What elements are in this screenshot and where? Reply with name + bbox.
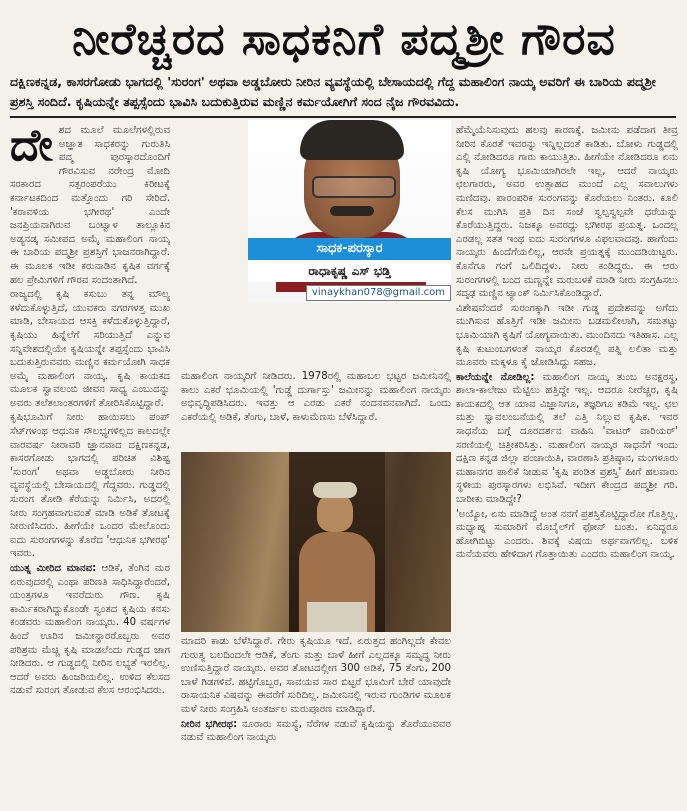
farmer-cap — [313, 482, 357, 498]
column-3 — [456, 124, 678, 807]
divider — [10, 116, 676, 118]
portrait-hair — [300, 120, 404, 160]
author-email: vinaykhan078@gmail.com — [248, 283, 451, 303]
column-2-bottom — [181, 635, 451, 807]
paragraph: 'ಅಯ್ಯೋ, ಏನು ಮಾಡಿದ್ದೆ ಅಂತ ನನಗೆ ಪ್ರಶಸ್ತಿಕೊಟ್ಟಿದ್ದಾರೋ ಗೊತ್ತಿಲ್ಲ. ಮಧ್ಯಾಹ್ನ ಸುಮಾರಿಗೆ ಮೊಬೈಲ್‌ಗೆ ಫೋನ್ ಬಂತು. ಏನಿದ್ದರೂ ಹೋಗಿಬಿಟ್ಟು ಎಂದರು. ಶಿವಕ್ಕೆ ವಿಷಯ ಅರ್ಥವಾಗಲಿಲ್ಲ. ಬಳಿಕ ಮನೆಯವರು ಹೇಳಿದಾಗ ಗೊತ್ತಾಯಿತು ಎಂದರು ಮಹಾಲಿಂಗ ನಾಯ್ಕ. — [456, 508, 678, 561]
paragraph: ಶದ ಮೂಲೆ ಮೂಲೆಗಳಲ್ಲಿರುವ ಅಜ್ಞಾತ ಸಾಧಕರನ್ನು ಗುರುತಿಸಿ ಪದ್ಮ ಪುರಸ್ಕಾರದೊಂದಿಗೆ ಗೌರವಿಸುವ ನರೇಂದ್ರ ಮೋದಿ ಸರಕಾರದ ಸತ್ಪರಂಪರೆಯು ಕಿರೀಟಕ್ಕೆ ಕರ್ನಾಟಕದಿಂದ ಮತ್ತೊಂದು ಗರಿ ಸೇರಿದೆ. 'ಕರಾವಳಿಯ ಭಗೀರಥ' ಎಂದೇ ಜನಪ್ರಿಯನಾಗಿರುವ ಬಂಟ್ವಾಳ ತಾಲ್ಲೂಕಿನ ಅಡ್ಯನಡ್ಕ ಸಮೀಪದ ಅಮೈ ಮಹಾಲಿಂಗ ನಾಯ್ಕ ಈ ಬಾರಿಯ ಪದ್ಮಶ್ರೀ ಪ್ರಶಸ್ತಿಗೆ ಭಾಜನರಾಗಿದ್ದಾರೆ. ಈ ಮೂಲಕ ಇಡೀ ಕರುನಾಡಿನ ಕೃಷಿಕ ವರ್ಗಕ್ಕೆ ಹಲ ಪ್ರೇಮಿಗಳಿಗೆ ಗೌರವ ಸಂದಂತಾಗಿದೆ. — [10, 125, 170, 286]
paragraph: ಹೆಮ್ಮೆಯೆನಿಸುವುದು ಹಲವು ಕಾರಣಕ್ಕೆ. ಜಮೀನು ಪಡೆದಾಗ ತೀವ್ರ ನೀರಿನ ಕೊರತೆ ಇವರನ್ನು ಇನ್ನಿಲ್ಲದಂತೆ ಕಾಡಿತು. ಬೋಳು ಗುಡ್ಡದಲ್ಲಿ ಎಲ್ಲಿ ನೋಡಿದರೂ ಗಾರು ಕಾಯುತ್ತಿತು. ಹೀಗೆಯೇ ನೋಡಿದರೂ ಏನು ಕೃಷಿ ಯೋಗ್ಯ ಭೂಮಿಯಾಗಿರಲೇ ಇಲ್ಲ, ಆದರೆ ನಾಯ್ಕರು ಛಲಗಾರರು, ಅವರ ಉತ್ಸಾಹದ ಮುಂದೆ ಎಲ್ಲ ಸವಾಲುಗಳು ಮಣಿದವು. ಪಾರಂಪರಿಕ ಸುರಂಗವನ್ನು ಕೊರೆಯಲು ನಿಂತರು. ಕೂಲಿ ಕೆಲಸ ಮುಗಿಸಿ ಪ್ರತಿ ದಿನ ಸಂಜೆ ಸ್ವಲ್ಪಸ್ವಲ್ಪವೇ ಧರೆಯನ್ನು ಕೊರೆಯುತ್ತಿದ್ದರು. ನಿಜಕ್ಕೂ ಅವರದ್ದು ಭಗೀರಥ ಪ್ರಯತ್ನ. ಒಂದಲ್ಲ ಎರಡಲ್ಲ ಸತತ ಇಂಥ ಐದು ಸುರಂಗಗಳೂ ವಿಫಲವಾದವು. ಹಾಗೆಂದು ನಾಯ್ಕರು ಹಿಂದೆಗೆಯಲಿಲ್ಲ, ಆರನೇ ಪ್ರಯತ್ನಕ್ಕೆ ಮುಂದಡಿಯಿಟ್ಟರು. ಕೊನೆಗೂ ಗಂಗೆ ಒಲಿದಿದ್ದಳು. ನೀರು ಕಂಡಿದ್ದರು. ಈ ಆರು ಸುರಂಗಗಳಲ್ಲಿ ಬಂದ ಮಣ್ಣನ್ನೇ ಮರುಬಳಕೆ ಮಾಡಿ ನೀರು ಸಂಗ್ರಹಿಸಲು ಸದೃಢ ಮಣ್ಣಿನ ಟ್ಯಾಂಕ್ ನಿರ್ಮಿಸಿಕೊಂಡಿದ್ದಾರೆ. — [456, 125, 678, 300]
farmer-cloth — [307, 602, 367, 632]
drop-cap: ದೇ — [10, 124, 53, 171]
portrait-mustache — [330, 206, 374, 216]
author-name: ರಾಧಾಕೃಷ್ಣ ಎಸ್ ಭಡ್ತಿ — [248, 260, 451, 282]
paragraph: ಯುತ್ನ ಮೀರಿದ ಮಾನವ: ಆಡಿಕೆ, ತೆಂಗಿನ ಮರ ಏರುವುದರಲ್ಲಿ ಎಂಥಾ ಪರಿಣತಿ ಸಾಧಿಸಿದ್ದಾರೆಂದರೆ, ಯಂತ್ರಗಳೂ ಇವರೆದುರು ಗೌಣ. ಕೃಷಿ ಕಾರ್ಮಿಕರಾಗಿದ್ದುಕೊಂಡೇ ಸ್ವಂತದ ಕೃಷಿಯ ಕನಸು ಕಂಡವರು ಮಹಾಲಿಂಗ ನಾಯ್ಕರು. 40 ವರ್ಷಗಳ ಹಿಂದೆ ಊರಿನ ಜಮೀನ್ದಾರರೊಬ್ಬರು ಅವರ ಪರಿಶ್ರಮ ಮೆಚ್ಚಿ ಕೃಷಿ ಮಾಡಲೆಂದು ಗುಡ್ಡದ ಜಾಗ ನೀಡಿದರು. ಆ ಗುಡ್ಡದಲ್ಲಿ ನೀರಿನ ಲಭ್ಯತೆ ಇರಲಿಲ್ಲ. ಆದರೆ ಅವರು ಹಿಂಜರಿಯಲಿಲ್ಲ. ಉಳಿದ ಕೆಲಸದ ನಡುವೆ ಸುರಂಗ ತೋಡುವ ಕೆಲಸ ಆರಂಭಿಸಿದರು. — [10, 563, 170, 697]
paragraph: ನೀರಿನ ಭಗೀರಥ: ನೂರಾರು ಸಮಸ್ಯೆ, ನೆರೆಗಳ ನಡುವೆ ಕೃಷಿಯನ್ನು ತೊರೆಯುವವರ ನಡುವೆ ಮಹಾಲಿಂಗ ನಾಯ್ಕರು — [181, 718, 451, 744]
column-1 — [10, 124, 170, 807]
portrait-glasses — [312, 176, 396, 198]
paragraph: ಕಾಲೆಯನ್ನೇ ನೋಡಿಲ್ಲ: ಮಹಾಲಿಂಗ ನಾಯ್ಕ ತುಂಬ ಅನಕ್ಷರಸ್ಥ, ಶಾಲಾ-ಕಾಲೇಜು ಮೆಟ್ಟಿಲು ಹತ್ತಿದ್ದೇ ಇಲ್ಲ. ಆದರೂ ನೀರೆಚ್ಚರ, ಕೃಷಿ ಕಾಯಕದಲ್ಲಿ ಆತ ಯಾವ ವಿಜ್ಞಾನಿಗೂ, ತಜ್ಞರಿಗೂ ಕಡಿಮೆ ಇಲ್ಲ. ಛಲ ಮತ್ತು ಸ್ವಾವಲಂಬನೆಯಲ್ಲಿ ತಲೆ ಎತ್ತಿ ನಿಲ್ಲುವ ಕೃಷಿಕ. ಇವರ ಸಾಧನೆಯ ಬಗ್ಗೆ ದೂರದರ್ಶನ ವಾಹಿನಿ 'ವಾಟರ್ ವಾರಿಯರ್' ಸರಣಿಯಲ್ಲಿ ಚಿತ್ರೀಕರಿಸಿತ್ತು. ಮಹಾಲಿಂಗ ನಾಯ್ಕರ ಸಾಧನೆಗೆ ಇಂದು ದಕ್ಷಿಣ ಕನ್ನಡ ಜಿಲ್ಲಾ ಪಂಚಾಯಿತಿ, ವಾರಣಾಸಿ ಪ್ರತಿಷ್ಠಾನ, ಮಂಗಳೂರು ಮಹಾನಗರ ಪಾಲಿಕೆ ನೀಡುವ 'ಕೃಷಿ ಪಂಡಿತ ಪ್ರಶಸ್ತಿ' ಹೀಗೆ ಹಲವಾರು ಸ್ಥಳೀಯ ಪುರಸ್ಕಾರಗಳು ಲಭಿಸಿವೆ. ಇದೀಗ ಕೇಂದ್ರದ ಪದ್ಮಶ್ರೀ ಗರಿ. ಬಾರೀಕು ಮಾಡಿದ್ದೇ? — [456, 371, 678, 506]
farmer-head — [317, 492, 353, 532]
paragraph: ಕೃಷಿಭೂಮಿಗೆ ನೀರು ಹಾಯಿಸಲು ಪಂಪ್ ಸೆಟ್‌ಗಳಂಥ ಆಧುನಿಕ ಸೌಲಭ್ಯಗಳಿಲ್ಲದ ಕಾಲದಲ್ಲೇ ವಾರವರ್ಷ ನೀರಾವರಿ ಜ್ಞಾನವಾದ ದಕ್ಷಿಣಕನ್ನಡ, ಕಾಸರಗೋಡು ಭಾಗದಲ್ಲಿ ಪರಿಚಿತ ವಿಶಿಷ್ಟ 'ಸುರಂಗ' ಅಥವಾ ಅಡ್ಡಬೋರು ನೀರಿನ ವ್ಯವಸ್ಥೆಯಲ್ಲಿ ಬೇಸಾಯದಲ್ಲಿ ಗೆದ್ದವರು. ಗುಡ್ಡದಲ್ಲಿ ಸುರಂಗ ತೋಡಿ ಕೆರೆಯನ್ನು ನಿರ್ಮಿಸಿ, ಅದರಲ್ಲಿ ನೀರು ಸಂಗ್ರಹವಾಗುವಂತೆ ಮಾಡಿ ಅಡಿಕೆ ತೋಟಕ್ಕೆ ನೀರುಣಿಸಿದರು. ಹೀಗೆಯೇ ಒಂದರ ಮೇಲೊಂದು ಐದು ಸುರಂಗಗಳನ್ನು ಕೊರೆದ 'ಆಧುನಿಕ ಭಗೀರಥ' ಇವರು. — [10, 412, 170, 560]
column-2-top — [181, 370, 451, 448]
subheading: ನೀರಿನ ಭಗೀರಥ: — [181, 718, 238, 730]
subheading: ಯುತ್ನ ಮೀರಿದ ಮಾನವ: — [10, 563, 97, 574]
paragraph: ಮಾದರಿ ಕಾಡು ಬೆಳೆಸಿದ್ದಾರೆ. ಗೇರು ಕೃಷಿಯೂ ಇದೆ. ಏರುತ್ತದ ಹಂಗಿಲ್ಲದೇ ಕೇವಲ ಗುರುತ್ವ ಬಲದಿಂದಲೇ ಆಡಿಕೆ, ತೆಂಗು ಮತ್ತು ಬಾಳೆ ಹೀಗೆ ಎಲ್ಲದಕ್ಕೂ ಸಮೃದ್ಧ ನೀರು ಉಣಿಸುತ್ತಿದ್ದಾರೆ ನಾಯ್ಕರು. ಅವರ ತೋಟದಲ್ಲೀಗ 300 ಅಡಿಕೆ, 75 ತೆಂಗು, 200 ಬಾಳೆ ಗಿಡಗಳಿವೆ. ಹಟ್ಟಿಗೊಬ್ಬರ, ಸಾವಯವ ಸಾರ ಬಿಟ್ಟರೆ ಭೂಮಿಗೆ ಬೇರೆ ಯಾವುದೇ ರಾಸಾಯನಿಕ ವಿಷವನ್ನು ಈವರೆಗೆ ಸುರಿದಿಲ್ಲ. ಜಮೀನಿನಲ್ಲಿ ಇರುವ ಗುಂಡಿಗಳ ಮೂಲಕ ಮಳೆ ನೀರು ಸಂಗ್ರಹಿಸಿ ಅಂತರ್ಜಲ ಮರುಪೂರಣ ಮಾಡಿದ್ದಾರೆ. — [181, 636, 451, 715]
subheading: ಕಾಲೆಯನ್ನೇ ನೋಡಿಲ್ಲ: — [456, 371, 535, 383]
farmer-photo — [181, 452, 451, 632]
paragraph: ವಿಶೇಷವೆಂದರೆ ಸುರಂಗಕ್ಕಾಗಿ ಇಡೀ ಗುಡ್ಡ ಪ್ರದೇಶವನ್ನು ಅಗೆದು ಮುಗಿಸುವ ಹೊತ್ತಿಗೆ ಇಡೀ ಜಮೀನು ಬಡಮಲೀಲಾಗಿ, ಸಮತಟ್ಟು ಭೂಮಿಯಾಗಿ ಕೃಷಿಗೆ ಯೋಗ್ಯವಾಯಿತು. ಮುಂದಿನದು ಇತಿಹಾಸ. ಎಲ್ಲ ಕೃಷಿ ಕುಟುಂಬಗಳಂತೆ ನಾಯ್ಕರ ಕೊರಡಲ್ಲಿ ಪತ್ನಿ ಲಲಿತಾ ಮತ್ತು ಮೂವರು ಮಕ್ಕಳೂ ಕೈ ಜೋಡಿಸಿದ್ದು ಸಹಜ. — [456, 302, 678, 369]
portrait-banner: ಸಾಧಕ-ಪರಸ್ಕಾರ — [248, 238, 451, 260]
paragraph: ಮಹಾಲಿಂಗ ನಾಯ್ಕರಿಗೆ ನೀಡಿದರು. 1978ರಲ್ಲಿ ಮಹಾಬಲ ಭಟ್ಟರ ಜಮೀನಿನಲ್ಲಿ ಕಾಲು ಎಕರೆ ಭೂಮಿಯಲ್ಲಿ 'ಗುಡ್ಡೆ ದುರ್ಗಾಸ್ತು' ಜಮೀನನ್ನು ಮಹಾಲಿಂಗ ನಾಯ್ಕರು ಅಭಿವೃದ್ಧಿಪಡಿಸಿದರು. ಇವತ್ತು ಆ ಎರಡು ಎಕರೆ ನಂದನವನವಾಗಿದೆ. ಒಂದು ಎಕರೆಯಲ್ಲಿ ಅಡಿಕೆ, ತೆಂಗು, ಬಾಳೆ, ಕಾಳುಮೆಣಸು ಬೆಳೆಸಿದ್ದಾರೆ. — [181, 371, 451, 423]
headline: ನೀರೆಚ್ಚರದ ಸಾಧಕನಿಗೆ ಪದ್ಮಶ್ರೀ ಗೌರವ — [72, 13, 616, 65]
lede: ದಕ್ಷಿಣಕನ್ನಡ, ಕಾಸರಗೋಡು ಭಾಗದಲ್ಲಿ 'ಸುರಂಗ' ಅಥವಾ ಅಡ್ಡಬೋರು ನೀರಿನ ವ್ಯವಸ್ಥೆಯಲ್ಲಿ ಬೇಸಾಯದಲ್ಲಿ ಗೆದ್ದ ಮಹಾಲಿಂಗ ನಾಯ್ಕ ಅವರಿಗೆ ಈ ಬಾರಿಯ ಪದ್ಮಶ್ರೀ ಪ್ರಶಸ್ತಿ ಸಂದಿದೆ. ಕೃಷಿಯನ್ನೇ ತಪ್ಪಸ್ಸೆಂದು ಭಾವಿಸಿ ಬದುಕುತ್ತಿರುವ ಮಣ್ಣಿನ ಕರ್ಮಯೋಗಿಗೆ ಸಂದ ನೈಜ ಗೌರವವಿದು. — [10, 74, 656, 109]
paragraph: ರಾಜ್ಯದಲ್ಲಿ ಕೃಷಿ ಕಸುಬು ತನ್ನ ಮೌಲ್ಯ ಕಳೆದುಕೊಳ್ಳುತ್ತಿದೆ, ಯುವಕರು ನಗರಗಳತ್ತ ಮುಖ ಮಾಡಿ, ಬೇಸಾಯದ ಆಸಕ್ತಿ ಕಳೆದುಕೊಳ್ಳುತ್ತಿದ್ದಾರೆ, ಕೃಷಿಯು ಹಿನ್ನೆಲೆಗೆ ಸರಿಯುತ್ತಿದೆ ಎನ್ನುವ ಸನ್ನಿವೇಶದಲ್ಲಿಯೇ ಕೃಷಿಯನ್ನೇ ತಪ್ಪಸ್ಸೆಂದು ಭಾವಿಸಿ ಬದುಕುತ್ತಿರುವವರು ಮಣ್ಣಿನ ಕರ್ಮಯೋಗಿ ಸಾಧಕ ಅಮೈ ಮಹಾಲಿಂಗ ನಾಯ್ಕ. ಕೃಷಿ ಕಾಯಕದ ಮೂಲಕ ಸ್ವಾವಲಂಬಿ ಜೀವನ ಸಾಧ್ಯ ಎಂಬುದನ್ನು ಅವರು ತಲೆತಲಾಂತರಗಳಿಗೆ ತೋರಿಸಿಕೊಟ್ಟಿದ್ದಾರೆ. — [10, 289, 170, 409]
